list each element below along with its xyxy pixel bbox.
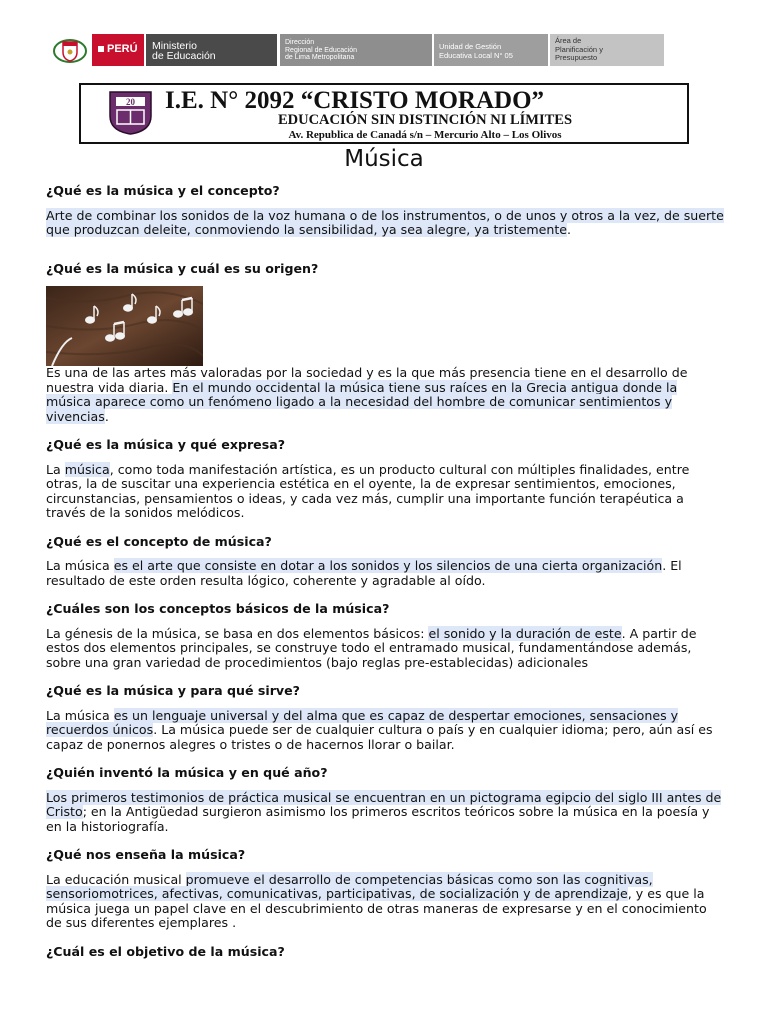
question-heading: ¿Cuál es el objetivo de la música? — [46, 943, 285, 959]
answer-text: . — [104, 408, 109, 424]
ministry-line-1: Ministerio — [152, 40, 197, 52]
ugel-label — [434, 34, 548, 66]
answer-highlight: Los primeros testimonios de práctica musical se encuentran en un pictograma egipcio del siglo III antes de Cristo — [46, 789, 722, 819]
music-notes-image — [46, 286, 203, 366]
school-motto: EDUCACIÓN SIN DISTINCIÓN NI LÍMITES — [277, 112, 573, 128]
answer-highlight: En el mundo occidental la música tiene sus raíces en la Grecia antigua donde la música aparece como un fenómeno ligado a la necesidad del hombre de comunicar sentimientos y vivencias — [46, 379, 678, 424]
ugel-line-1: Unidad de Gestión — [439, 42, 502, 51]
school-crest-number: 20 — [126, 97, 135, 107]
question-heading: ¿Qué nos enseña la música? — [46, 847, 246, 862]
ministry-line-2: de Educación — [152, 50, 216, 62]
country-label — [92, 34, 144, 66]
country-text: PERÚ — [107, 43, 138, 55]
answer-text: , como toda manifestación artística, es un producto cultural con múltiples finalidades, entre otras, la de suscitar una experiencia estética en el oyente, la de expresar sentimientos, emociones, circunstancias, pensamientos o ideas, y cada vez más, cumplir una importante función terapéutica a través de la sonidos melódicos. — [46, 461, 690, 520]
ministry-banner — [52, 34, 664, 66]
question-heading: ¿Quién inventó la música y en qué año? — [46, 765, 328, 780]
question-heading: ¿Qué es la música y cuál es su origen? — [46, 260, 319, 276]
answer-text: Es una de las artes más valoradas por la sociedad y es la que más presencia tiene en el desarrollo de nuestra vida diaria. — [46, 365, 688, 395]
answer-text: La educación musical — [46, 871, 186, 887]
directorate-line-3: de Lima Metropolitana — [285, 54, 355, 61]
school-address: Av. Republica de Canadá s/n – Mercurio Alto – Los Olivos — [288, 129, 562, 141]
answer-paragraph — [46, 559, 726, 588]
area-line-3: Presupuesto — [555, 53, 598, 62]
answer-paragraph — [46, 366, 726, 424]
answer-text: ; en la Antigüedad surgieron asimismo los primeros escritos teóricos sobre la música en la poesía y en la historiografía. — [46, 804, 710, 834]
answer-highlight: música — [64, 461, 110, 477]
question-heading: ¿Qué es la música y qué expresa? — [46, 437, 286, 452]
school-crest-icon — [107, 89, 154, 136]
directorate-line-2: Regional de Educación — [285, 46, 357, 54]
answer-highlight: promueve el desarrollo de competencias básicas como son las cognitivas, sensoriomotrices, afectivas, comunicativas, participativas, de socialización y de aprendizaje — [46, 871, 653, 901]
answer-text: , y es que la música juega un papel clave en el descubrimiento de otras maneras de expresarse y en el conocimiento de sus diferentes ejemplares . — [46, 886, 707, 930]
directorate-line-1: Dirección — [285, 39, 315, 46]
answer-text: . A partir de estos dos elementos principales, se construye todo el entramado musical, fundamentándose además, sobre una gran variedad de procedimientos (bajo reglas pre-establecidas) adicionales — [46, 625, 697, 670]
area-label — [550, 34, 664, 66]
answer-text: . El resultado de este orden resulta lógico, coherente y agradable al oído. — [46, 558, 682, 588]
answer-highlight: Arte de combinar los sonidos de la voz humana o de los instrumentos, o de unos y otros a la vez, de suerte que produzcan deleite, conmoviendo la sensibilidad, ya sea alegre, ya tristemente — [46, 207, 724, 237]
answer-paragraph — [46, 873, 726, 931]
question-heading: ¿Cuáles son los conceptos básicos de la música? — [46, 601, 390, 616]
document-body — [46, 184, 726, 959]
directorate-label — [280, 34, 432, 66]
ministry-label — [146, 34, 277, 66]
answer-paragraph — [46, 791, 726, 835]
answer-text: . — [567, 222, 572, 237]
area-line-2: Planificación y — [555, 44, 603, 54]
question-heading: ¿Qué es la música y el concepto? — [46, 183, 280, 198]
answer-paragraph — [46, 627, 726, 671]
answer-highlight: es el arte que consiste en dotar a los sonidos y los silencios de una cierta organización — [113, 558, 663, 573]
area-line-1: Área de — [555, 36, 582, 45]
school-header — [79, 83, 689, 144]
peru-flag-icon — [98, 46, 104, 52]
answer-paragraph — [46, 209, 726, 238]
school-name: I.E. N° 2092 “CRISTO MORADO” — [165, 87, 545, 114]
answer-text: . La música puede ser de cualquier cultura o país y en cualquier idioma; pero, aún así es capaz de ponernos alegres o tristes o de hacernos llorar o bailar. — [46, 722, 713, 752]
answer-paragraph — [46, 709, 726, 753]
answer-highlight: es un lenguaje universal y del alma que es capaz de despertar emociones, sensaciones y recuerdos únicos — [46, 707, 679, 737]
answer-highlight: el sonido y la duración de este — [428, 625, 622, 641]
ugel-line-2: Educativa Local N° 05 — [439, 50, 513, 60]
answer-text: La — [46, 461, 65, 477]
answer-text: La música — [46, 558, 114, 573]
coat-of-arms-icon — [52, 36, 88, 64]
question-heading: ¿Qué es la música y para qué sirve? — [46, 683, 300, 698]
answer-text: La génesis de la música, se basa en dos elementos básicos: — [46, 625, 429, 641]
answer-paragraph — [46, 463, 726, 521]
answer-text: La música — [46, 707, 114, 723]
document-title: Música — [344, 146, 424, 172]
question-heading: ¿Qué es el concepto de música? — [46, 533, 272, 549]
